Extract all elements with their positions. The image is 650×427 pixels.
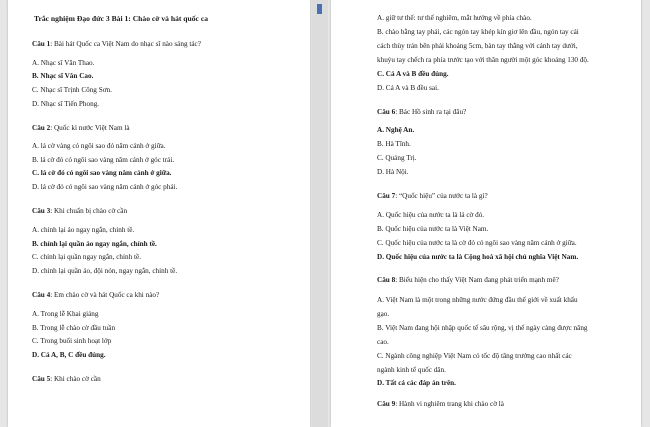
answer-4c: C. Trong buổi sinh hoạt lớp xyxy=(32,337,112,345)
answer-8c-line1: C. Ngành công nghiệp Việt Nam có tốc độ tăng trưởng cao nhất các xyxy=(377,352,572,360)
answer-2b: B. lá cờ đỏ có ngôi sao vàng năm cánh ở góc trái. xyxy=(32,156,175,164)
answer-3a: A. chỉnh lại áo ngay ngắn, chỉnh tề. xyxy=(32,226,135,234)
answer-5b-line3: khuỷu tay chếch ra phía trước tạo với thân người một góc khoảng 130 độ. xyxy=(377,56,589,64)
question-7 xyxy=(377,192,488,201)
answer-6a-correct: A. Nghệ An. xyxy=(377,126,415,134)
question-6 xyxy=(377,108,466,117)
question-label: Câu 7 xyxy=(377,192,396,200)
answer-3b-correct: B. chỉnh lại quần áo ngay ngắn, chỉnh tề. xyxy=(32,240,157,248)
question-label: Câu 8 xyxy=(377,276,396,284)
answer-3d: D. chỉnh lại quần áo, đội nón, ngay ngắn, chỉnh tề. xyxy=(32,267,178,275)
question-2 xyxy=(32,124,130,133)
answer-6d: D. Hà Nội. xyxy=(377,168,409,176)
question-label: Câu 2 xyxy=(32,124,51,132)
answer-7a: A. Quốc hiệu của nước ta là lá cờ đỏ. xyxy=(377,211,485,219)
question-text: : Em chào cờ và hát Quốc ca khi nào? xyxy=(50,291,160,299)
answer-4d-correct: D. Cả A, B, C đều đúng. xyxy=(32,351,106,359)
question-9 xyxy=(377,400,504,409)
answer-6b: B. Hà Tĩnh. xyxy=(377,140,411,148)
answer-7c: C. Quốc hiệu của nước ta là cờ đỏ có ngôi sao vàng năm cánh ở giữa. xyxy=(377,239,577,247)
question-text: : Biểu hiện cho thấy Việt Nam đang phát triển mạnh mẽ? xyxy=(395,276,559,284)
answer-7d-correct: D. Quốc hiệu của nước ta là Cộng hoà xã hội chủ nghĩa Việt Nam. xyxy=(377,253,579,261)
answer-8b-line2: cao. xyxy=(377,338,389,346)
answer-1c: C. Nhạc sĩ Trịnh Công Sơn. xyxy=(32,86,112,94)
answer-8c-line2: ngành kinh tế quốc dân. xyxy=(377,366,446,374)
answer-4a: A. Trong lễ Khai giảng xyxy=(32,310,99,318)
question-label: Câu 3 xyxy=(32,207,51,215)
answer-5b-line2: cách thùy trán bên phải khoảng 5cm, bàn tay thẳng với cánh tay dưới, xyxy=(377,42,578,50)
answer-2c-correct: C. lá cờ đỏ có ngôi sao vàng năm cánh ở giữa. xyxy=(32,169,172,177)
cursor-marker xyxy=(317,4,322,14)
answer-8a-line1: A. Việt Nam là một trong những nước đứng đầu thế giới về xuất khẩu xyxy=(377,296,578,304)
answer-8b-line1: B. Việt Nam đang hội nhập quốc tế sâu rộng, vị thế ngày càng được nâng xyxy=(377,324,588,332)
answer-7b: B. Quốc hiệu của nước ta là Việt Nam. xyxy=(377,225,489,233)
question-text: : Khi chào cờ cần xyxy=(50,375,101,383)
answer-5d: D. Cả A và B đều sai. xyxy=(377,84,439,92)
answer-5a: A. giữ tư thế: tư thế nghiêm, mắt hướng về phía chào. xyxy=(377,14,532,22)
question-text: : Quốc kì nước Việt Nam là xyxy=(50,124,130,132)
question-4 xyxy=(32,291,159,300)
question-text: : Hành vi nghiêm trang khi chào cờ là xyxy=(395,400,504,408)
answer-5c-correct: C. Cả A và B đều đúng. xyxy=(377,70,449,78)
question-text: : Bài hát Quốc ca Việt Nam do nhạc sĩ nào sáng tác? xyxy=(50,40,201,48)
answer-1a: A. Nhạc sĩ Văn Thao. xyxy=(32,59,95,67)
answer-2a: A. lá cờ vàng có ngôi sao đỏ năm cánh ở giữa. xyxy=(32,142,166,150)
document-title: Trắc nghiệm Đạo đức 3 Bài 1: Chào cờ và hát quốc ca xyxy=(34,14,208,23)
question-5 xyxy=(32,375,101,384)
question-text: : Bác Hồ sinh ra tại đâu? xyxy=(395,108,467,116)
question-label: Câu 6 xyxy=(377,108,396,116)
question-1 xyxy=(32,40,201,49)
question-label: Câu 4 xyxy=(32,291,51,299)
answer-8a-line2: gạo. xyxy=(377,310,390,318)
answer-1d: D. Nhạc sĩ Tiến Phong. xyxy=(32,100,100,108)
question-label: Câu 9 xyxy=(377,400,396,408)
answer-1b-correct: B. Nhạc sĩ Văn Cao. xyxy=(32,72,94,80)
question-3 xyxy=(32,207,127,216)
answer-5b-line1: B. chào bằng tay phải, các ngón tay khép kín giơ lên đầu, ngón tay cái xyxy=(377,28,579,36)
answer-3c: C. chỉnh lại quần ngay ngắn, chỉnh tề. xyxy=(32,253,141,261)
document-page-left xyxy=(8,0,310,427)
question-text: : Khi chuẩn bị chào cờ cần xyxy=(50,207,128,215)
answer-8d-correct: D. Tất cả các đáp án trên. xyxy=(377,379,456,387)
answer-4b: B. Trong lễ chào cờ đầu tuần xyxy=(32,324,116,332)
page-separator xyxy=(312,0,328,427)
question-label: Câu 1 xyxy=(32,40,51,48)
document-page-right xyxy=(331,0,641,427)
question-text: : “Quốc hiệu” của nước ta là gì? xyxy=(395,192,488,200)
answer-2d: D. lá cờ đỏ có ngôi sao vàng năm cánh ở góc phải. xyxy=(32,183,178,191)
answer-6c: C. Quảng Trị. xyxy=(377,154,417,162)
question-label: Câu 5 xyxy=(32,375,51,383)
question-8 xyxy=(377,276,559,285)
